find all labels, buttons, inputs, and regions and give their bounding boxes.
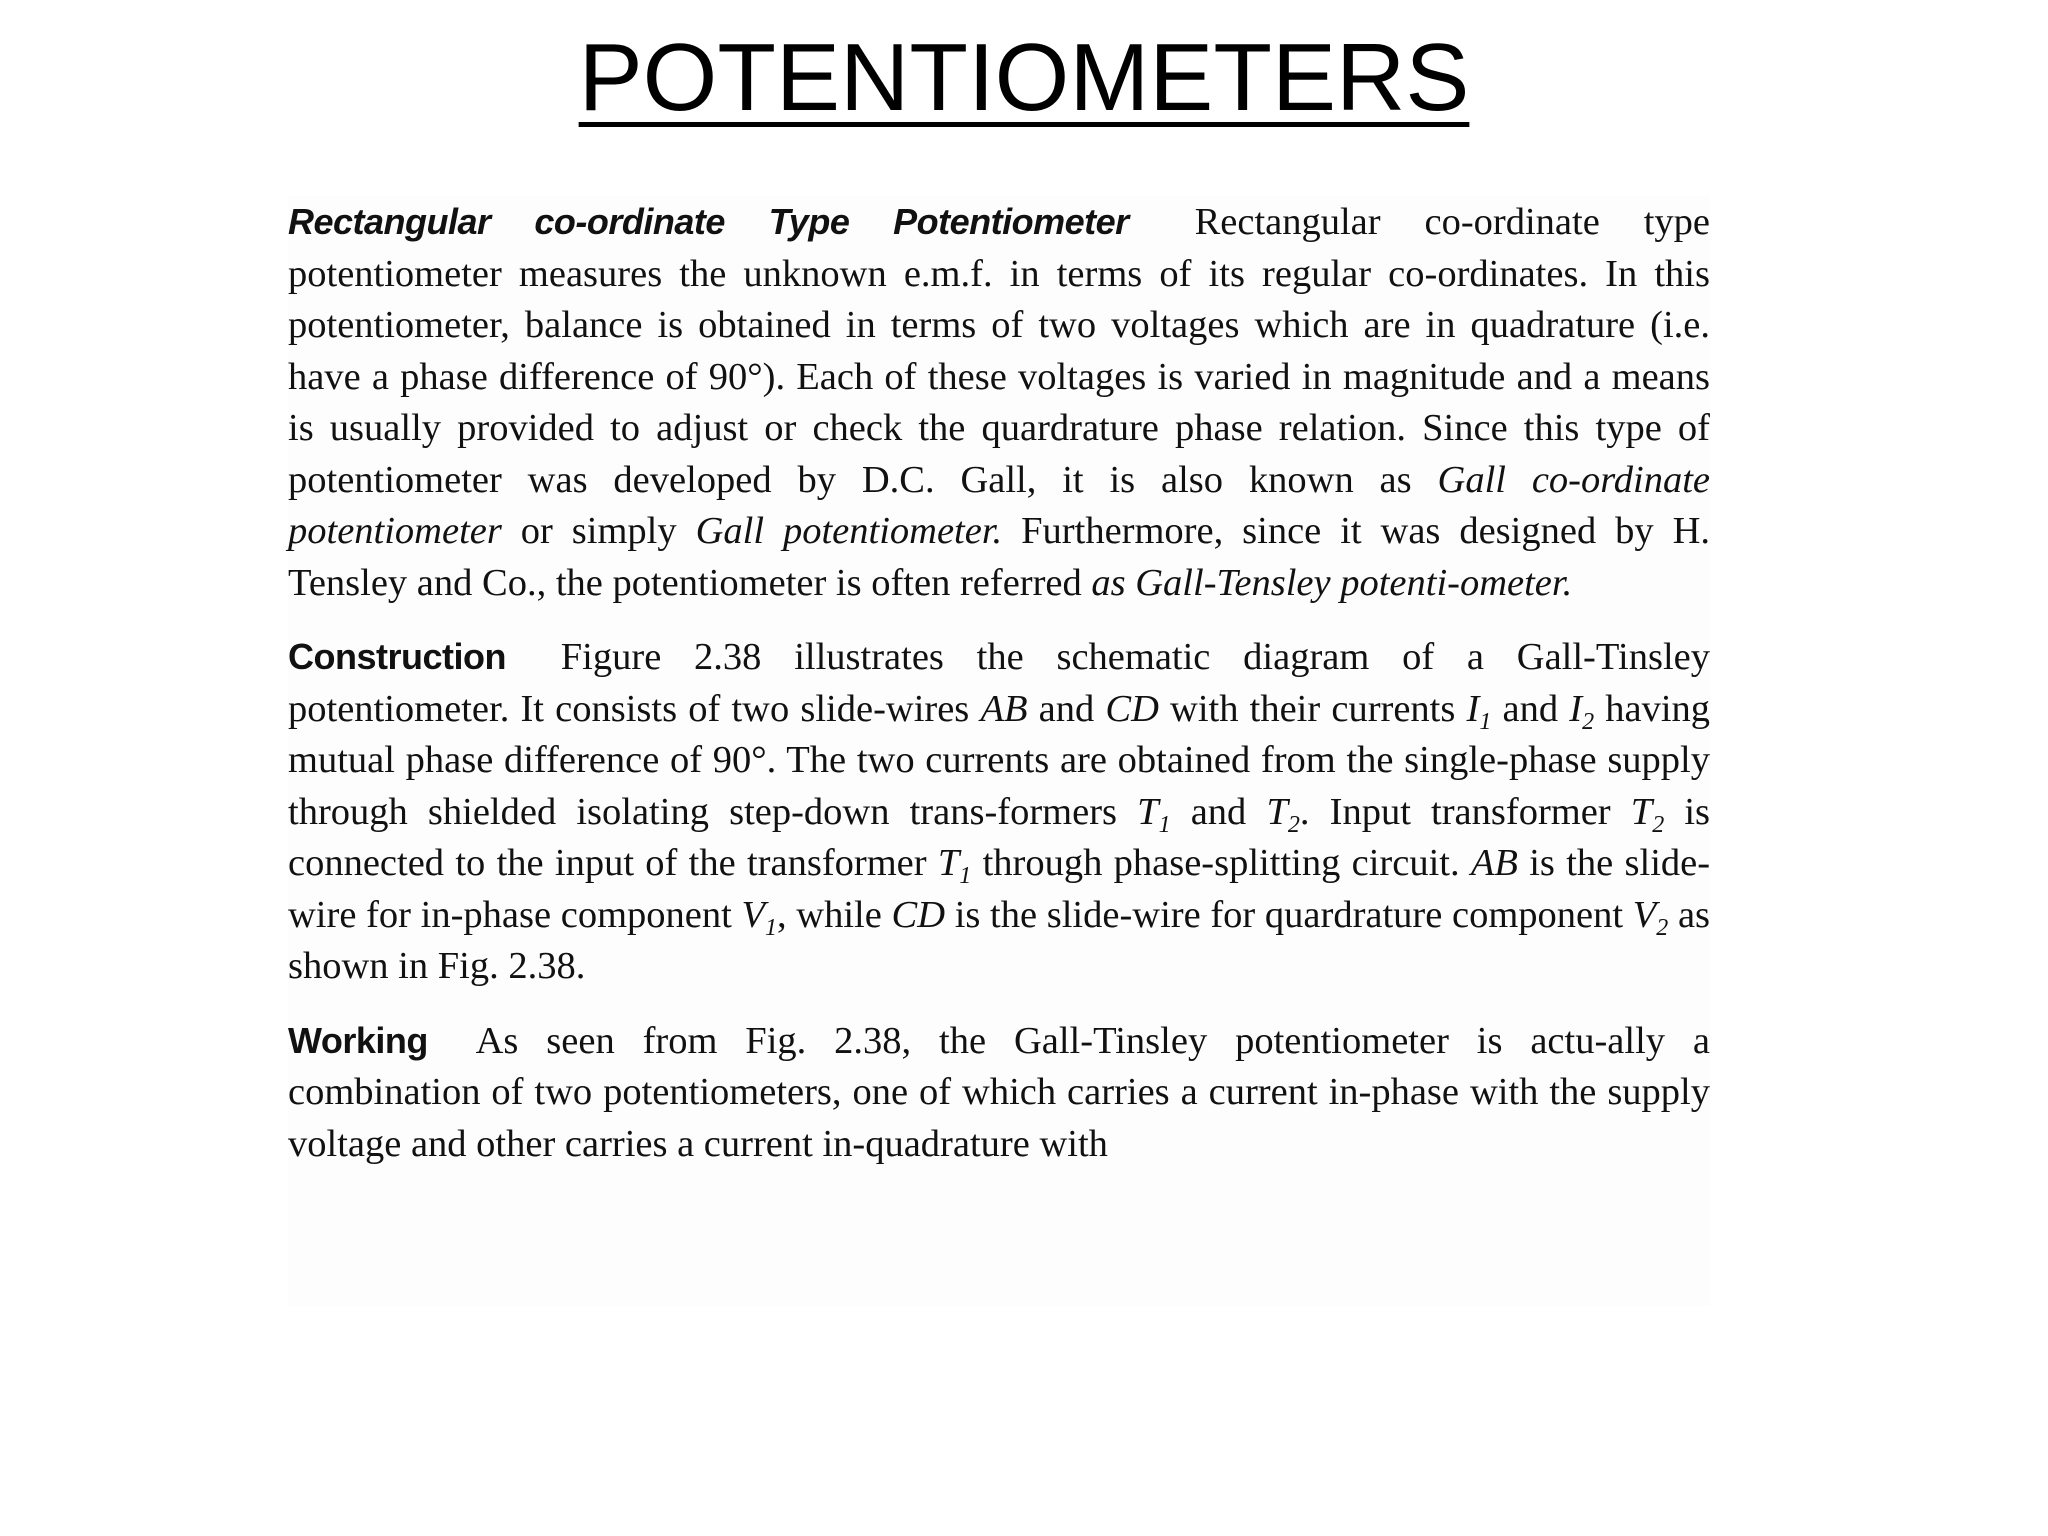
slide-title (0, 18, 2048, 138)
slide-wire-cd-ref: CD (891, 893, 946, 936)
p2-text-6: and (1190, 790, 1247, 833)
slide-wire-cd: CD (1105, 687, 1159, 730)
p2-text-4: and (1502, 687, 1559, 730)
p2-text-3: with their currents (1170, 687, 1456, 730)
p2-text-1: Figure 2.38 illustrates the schematic diagram of a Gall-Tinsley potentiometer. It consists of two slide-wires (288, 636, 1710, 730)
p2-text-10: is the slide-wire for in-phase component (288, 842, 1711, 936)
p2-text-5: having mutual phase difference of 90°. The two currents are obtained from the single-phase supply through shielded isolating step-down trans-formers (288, 687, 1711, 833)
slide-wire-ab: AB (980, 687, 1028, 730)
transformer-t2: $T_2$ (1266, 790, 1300, 838)
scanned-page (288, 196, 1710, 1306)
p1-emphasis-1: Gall co-ordinate potentiometer (288, 458, 1711, 552)
current-i2: $I_2$ (1569, 687, 1595, 735)
p2-text-12: is the slide-wire for quardrature component (954, 893, 1624, 936)
rectangular-type-heading: Rectangular co-ordinate Type Potentiometer (288, 201, 1129, 242)
p1-text-2: or simply (520, 510, 677, 552)
p2-text-9: through phase-splitting circuit. (982, 842, 1460, 884)
working-heading: Working (288, 1019, 428, 1061)
rectangular-type-paragraph (288, 196, 1710, 609)
current-i1: $I_1$ (1466, 687, 1492, 735)
p1-text-1: Rectangular co-ordinate type potentiometer measures the unknown e.m.f. in terms of its regular co-ordinates. In this potentiometer, balance is obtained in terms of two voltages which are in quadrature (i.e. have a phase difference of 90°). Each of these voltages is varied in magnitude and a means is usually provided to adjust or check the quardrature phase relation. Since this type of potentiometer was developed by D.C. Gall, it is also known as (288, 201, 1711, 501)
p2-text-13: as shown in Fig. 2.38. (288, 893, 1711, 987)
p3-text-1: As seen from Fig. 2.38, the Gall-Tinsley potentiometer is actu-ally a combination of two potentiometers, one of which carries a current in-phase with the supply voltage and other carries a current in-quadrature with (288, 1019, 1710, 1165)
transformer-t2-ref: $T_2$ (1630, 790, 1665, 838)
p1-text-3: Furthermore, since it was designed by H. Tensley and Co., the potentiometer is often referred (288, 510, 1711, 604)
voltage-v2: $V_2$ (1632, 893, 1669, 941)
p1-emphasis-2: Gall potentiometer. (695, 510, 1003, 552)
voltage-v1: $V_1$ (741, 893, 778, 941)
p1-emphasis-3: as Gall-Tensley potenti-ometer. (1091, 561, 1573, 604)
slide-title-text: POTENTIOMETERS (578, 24, 1470, 131)
construction-paragraph (288, 631, 1710, 993)
working-paragraph (288, 1015, 1710, 1171)
transformer-t1: $T_1$ (1137, 790, 1171, 838)
p2-text-11: , while (777, 893, 882, 936)
construction-heading: Construction (288, 636, 506, 677)
p2-text-8: is connected to the input of the transformer (288, 790, 1711, 884)
transformer-t1-ref: $T_1$ (937, 842, 972, 889)
slide-wire-ab-ref: AB (1470, 842, 1518, 884)
p2-text-7: . Input transformer (1299, 790, 1611, 833)
p2-text-2: and (1038, 687, 1095, 730)
